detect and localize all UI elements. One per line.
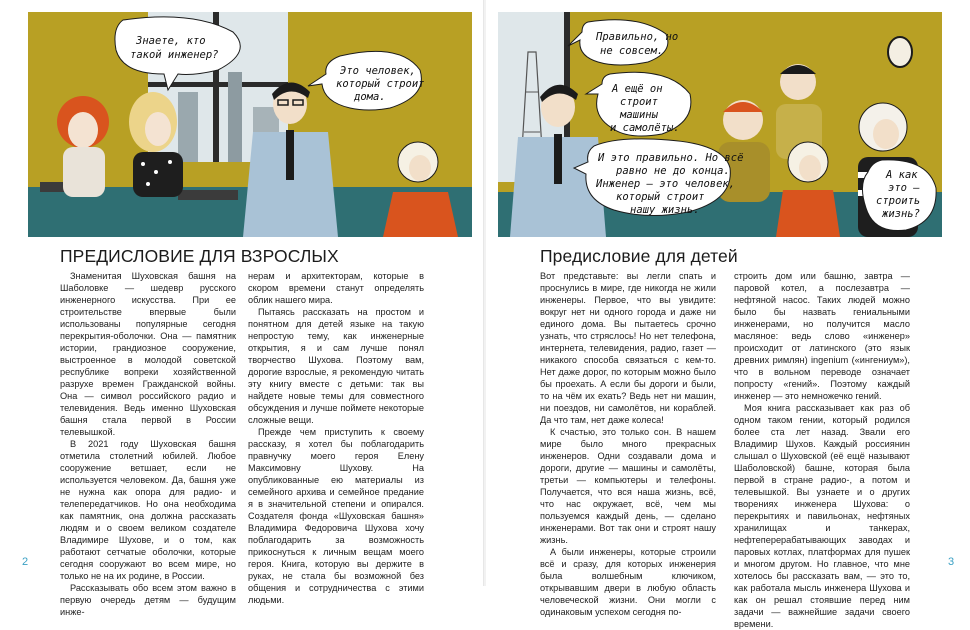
bubble-children-2: А ещё он строит машины и самолёты.: [610, 83, 680, 134]
left-page: [0, 0, 484, 617]
bubble-adults-2: Это человек, который строит дома.: [336, 65, 425, 103]
heading-children: Предисловие для детей: [540, 246, 738, 266]
paragraph: Моя книга рассказывает как раз об одном таком гении, который родился более ста лет назад. Звали его Владимир Шухов. Каждый россиянин слышал о Шуховской (её ещё называют Шаболовской) башне, которая была первой в стране радио-, а потом и телевышкой. Вы узнаете и о других творениях инженера Шухова: о перекрытиях и павильонах, нефтяных хранилищах и танкерах, нефтеперерабатывающих заводах и паровых котлах, платформах для пушек и многом другом. Но главное, что мне хотелось бы рассказать вам, — это то, как работала мысль инженера Шухова и как он решал стоявшие перед ним задачи — важнейшие задачи своего времени.: [734, 403, 910, 629]
paragraph: строить дом или башню, завтра — паровой котел, а послезавтра — нефтяной насос. Таких людей можно было бы назвать гениальными инженерами, но получится масло масляное: ведь слово «инженер» происходит от латинского (это язык древних римлян) ingenium («ингениум»), что в вольном переводе означает попросту «гений». Поэтому каждый инженер — это немножечко гений.: [734, 271, 910, 401]
page-number: 2: [22, 556, 29, 568]
paragraph: Прежде чем приступить к своему рассказу, я хотел бы поблагодарить правнучку моего героя Елену Максимовну Шухову. На опубликованные ею материалы из семейного архива и семейное предание я в значительной степени и опирался. Создателя фонда «Шуховская башня» Владимира Федоровича Шухова хочу поблагодарить за возможность прикоснуться к личным вещам моего героя. Книга, которую вы держите в руках, не стала бы возможной без общения и сотрудничества с этими людьми.: [248, 427, 424, 605]
illustration-children-art: [498, 12, 942, 237]
heading-adults: ПРЕДИСЛОВИЕ ДЛЯ ВЗРОСЛЫХ: [60, 246, 339, 266]
illustration-adults-art: [28, 12, 472, 237]
paragraph: Пытаясь рассказать на простом и понятном для детей языке на такую непростую тему, как инженерные открытия, я и сам лучше понял творчество Шухова. Поэтому вам, дорогие взрослые, я рекомендую читать эту книгу вместе с детьми: так вы найдете новые темы для совместного обсуждения и лучше поймете некоторые сложные вещи.: [248, 307, 424, 425]
text-column-1: [60, 270, 236, 618]
illustration-adults: [28, 12, 472, 237]
paragraph: Вот представьте: вы легли спать и проснулись в мире, где никогда не жили инженеры. Первое, что вы увидите: вокруг нет ни одного города и даже ни единого дома. Вы пытаетесь срочно узнать, что стряслось! Но нет телефона, интернета, телевидения, радио, газет — никакого способа связаться с кем-то. Нет даже дорог, по которым можно было бы проехать. А если бы дороги и были, то на чём их ехать? Ведь нет ни машин, ни поездов, ни самолётов, ни кораблей. Да что там, нет даже колеса!: [540, 271, 716, 425]
right-page: [486, 0, 970, 629]
text-column-1: [540, 270, 716, 618]
paragraph: А были инженеры, которые строили всё и сразу, для которых инженерия была волшебным ключиком, открывавшим двери в любую область человеческой жизни. Они могли с одинаковым успехом сегодня по-: [540, 547, 716, 617]
paragraph: К счастью, это только сон. В нашем мире было много прекрасных инженеров. Одни создавали дома и дороги, другие — машины и самолёты, третьи — компьютеры и телефоны. Получается, что вся наша жизнь, всё, что нас окружает, всё, чем мы пользуемся каждый день, — сделано инженерами. Вот так они и строят нашу жизнь.: [540, 427, 716, 545]
text-column-2: [734, 270, 910, 630]
paragraph: В 2021 году Шуховская башня отметила столетний юбилей. Любое сооружение ветшает, если не используется человеком. Да, башня уже не нужна как опора для радио- и телепередатчиков. Но она необходима как памятник, она должна рассказать людям и о своем великом создателе Владимире Шухове, и о том, как работают сетчатые оболочки, которые сегодня сооружают во всем мире, но только не на их родине, в России.: [60, 439, 236, 581]
paragraph: Знаменитая Шуховская башня на Шаболовке — шедевр русского инженерного искусства. При ее строительстве впервые были использованы популярные сегодня перекрытия-оболочки. Она — памятник истории, грандиозное сооружение, выстроенное в молодой советской республике вопреки хозяйственной разрухе времен Гражданской войны. Она — символ российского радио и телевидения. Ведь именно Шуховская башня стала первой в России телевышкой.: [60, 271, 236, 437]
bubble-children-3: И это правильно. Но всё равно не до конца. Инженер – это человек, который строит нашу жизнь.: [596, 152, 744, 216]
paragraph: нерам и архитекторам, которые в скором времени станут определять облик нашего мира.: [248, 271, 424, 305]
bubble-children-4: А как это – строить жизнь?: [876, 169, 921, 220]
bubble-children-1: Правильно, но не совсем.: [596, 31, 679, 57]
text-column-2: [248, 270, 424, 606]
page-number: 3: [948, 556, 955, 568]
illustration-children: [498, 12, 942, 237]
paragraph: Рассказывать обо всем этом важно в первую очередь детям — будущим инже-: [60, 583, 236, 617]
bubble-adults-1: Знаете, кто такой инженер?: [130, 35, 219, 61]
